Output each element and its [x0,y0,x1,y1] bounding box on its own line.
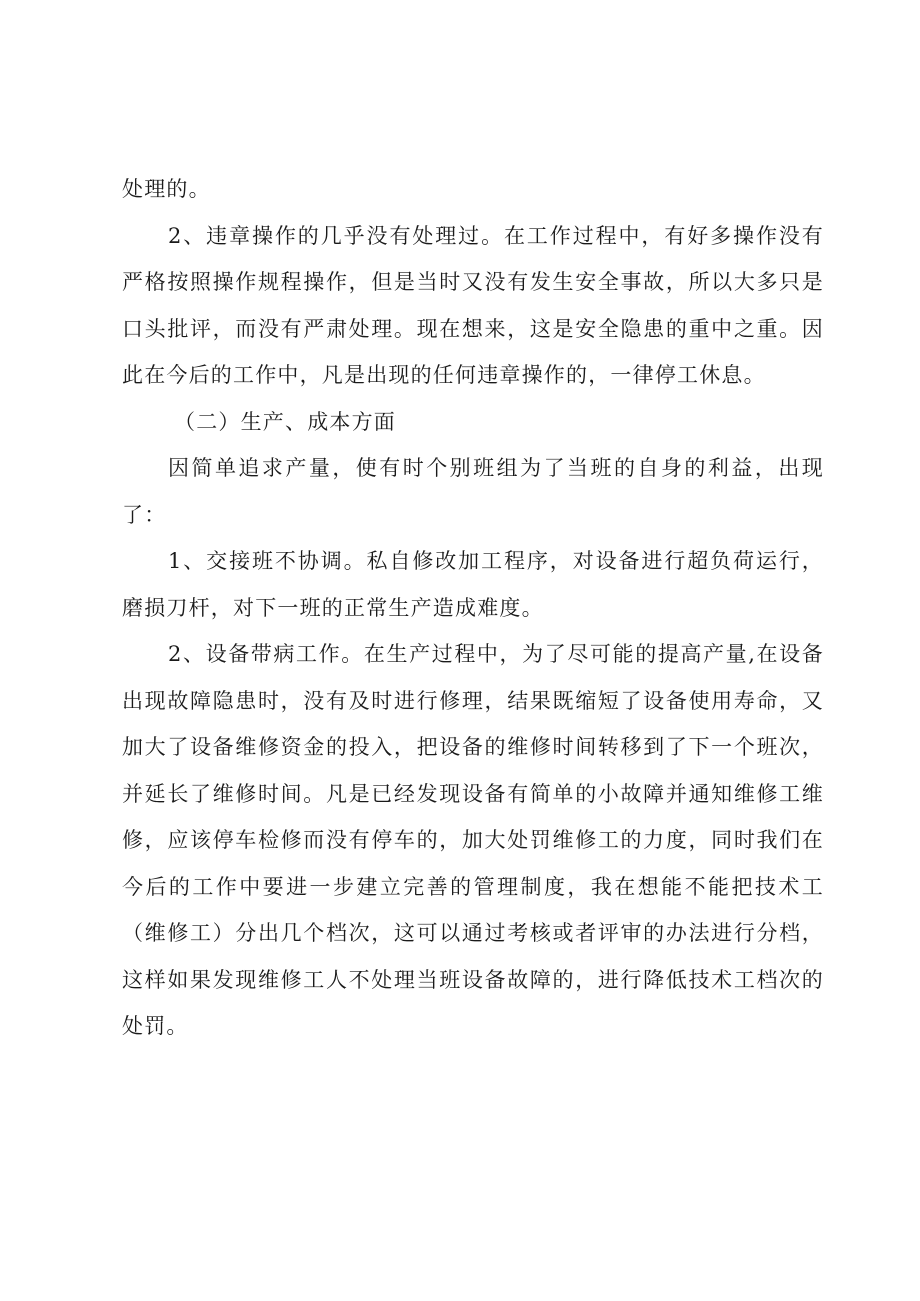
paragraph-violation-handling: 2、违章操作的几乎没有处理过。在工作过程中，有好多操作没有严格按照操作规程操作，但是当时又没有发生安全事故，所以大多只是口头批评，而没有严肃处理。现在想来，这是安全隐患的重中之重。因此在今后的工作中，凡是出现的任何违章操作的，一律停工休息。 [122,223,824,387]
paragraph-production-intro: 因简单追求产量，使有时个别班组为了当班的自身的利益，出现了： [122,456,824,527]
document-body [122,166,824,1050]
paragraph-shift-handover: 1、交接班不协调。私自修改加工程序，对设备进行超负荷运行，磨损刀杆，对下一班的正常生产造成难度。 [122,549,824,620]
paragraph-equipment-maintenance: 2、设备带病工作。在生产过程中，为了尽可能的提高产量,在设备出现故障隐患时，没有及时进行修理，结果既缩短了设备使用寿命，又加大了设备维修资金的投入，把设备的维修时间转移到了下一个班次，并延长了维修时间。凡是已经发现设备有简单的小故障并通知维修工维修，应该停车检修而没有停车的，加大处罚维修工的力度，同时我们在今后的工作中要进一步建立完善的管理制度，我在想能不能把技术工（维修工）分出几个档次，这可以通过考核或者评审的办法进行分档，这样如果发现维修工人不处理当班设备故障的，进行降低技术工档次的处罚。 [122,642,824,1038]
paragraph-continuation: 处理的。 [122,177,211,201]
section-heading-production-cost: （二）生产、成本方面 [174,409,396,434]
